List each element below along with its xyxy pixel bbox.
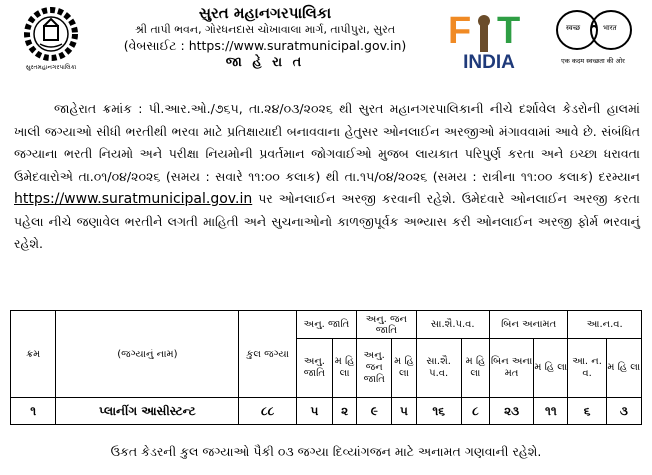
body-text-part1: જાહેરાત ક્રમાંક : પી.આર.ઓ./૭૬૫, તા.૨૪/૦૩/૨૦૨૬ થી સુરત મહાનગરપાલિકાની નીચે દર્શાવેલ કેડરોની હાલમાં ખાલી જગ્યાઓ સીધી ભરતીથી ભરવા માટે પ્રતિક્ષાયાદી બનાવવાના હેતુસર ઓનલાઈન અરજીઓ મંગાવવામાં આવે છે. સંબંધિત જગ્યાના ભરતી નિયમો અને પરીક્ષા નિયમોની પ્રવર્તમાન જોગવાઈઓ મુજબ લાયકાત પરિપુર્ણ કરતા અને ઇચ્છા ધરાવતા ઉમેદવારોએ તા.૦૧/૦૪/૨૦૨૬ (સમય : સવારે ૧૧:૦૦ કલાક) થી તા.૧૫/૦૪/૨૦૨૬ (સમય : રાત્રીના ૧૧:૦૦ કલાક) દરમ્યાન bbox=[14, 101, 640, 184]
cell-sc-women: ૨ bbox=[333, 398, 357, 425]
subheader-unreserved: બિન અના મત bbox=[489, 339, 533, 398]
fit-india-logo bbox=[448, 10, 530, 72]
fit-letter-f: F bbox=[448, 10, 472, 52]
subheader-st-women: મ હિ લા bbox=[392, 339, 416, 398]
website-link[interactable]: https://www.suratmunicipal.gov.in bbox=[14, 191, 253, 207]
cell-total: ૮૮ bbox=[239, 398, 296, 425]
fit-letter-t: T bbox=[497, 10, 521, 52]
header-text-block bbox=[95, 4, 435, 72]
cell-ews-women: ૩ bbox=[606, 398, 641, 425]
swachh-bharat-logo bbox=[553, 6, 633, 76]
smc-logo-caption: સુરતમહાનગરપાલિકા bbox=[25, 64, 77, 71]
subheader-sc: અનુ. જાતિ bbox=[296, 339, 332, 398]
smc-logo bbox=[20, 6, 82, 76]
cell-sebc-women: ૮ bbox=[461, 398, 489, 425]
cell-ews: ૬ bbox=[568, 398, 606, 425]
subheader-sc-women: મ હિ લા bbox=[333, 339, 357, 398]
org-address: શ્રી તાપી ભવન, ગોરધનદાસ ચોખાવાલા માર્ગ, તાપીપુરા, સુરત bbox=[134, 23, 396, 36]
cell-sc: ૫ bbox=[296, 398, 332, 425]
notice-title: જા હે રા ત bbox=[225, 55, 305, 70]
vacancy-table bbox=[10, 310, 642, 425]
header-group-sc: અનુ. જાતિ bbox=[296, 311, 356, 339]
header-group-st: અનુ. જન જાતિ bbox=[357, 311, 416, 339]
header-group-sebc: સા.શૈ.પ.વ. bbox=[416, 311, 489, 339]
header-serial: ક્રમ bbox=[11, 311, 56, 398]
table-header-row-1 bbox=[11, 311, 642, 339]
swachh-word: स्वच्छ bbox=[566, 24, 581, 32]
cell-st: ૯ bbox=[357, 398, 392, 425]
disability-reservation-note: ઉકત કેડરની કુલ જગ્યાઓ પૈકી ૦૩ જગ્યા દિવ્યાંગજન માટે અનામત ગણવાની રહેશે. bbox=[110, 444, 542, 459]
org-title: સુરત મહાનગરપાલિકા bbox=[198, 4, 332, 22]
cell-sebc: ૧૬ bbox=[416, 398, 461, 425]
subheader-sebc: સા.શૈ. પ.વ. bbox=[416, 339, 461, 398]
cell-unreserved-women: ૧૧ bbox=[534, 398, 568, 425]
ashoka-emblem-icon bbox=[473, 14, 495, 54]
notice-body bbox=[14, 98, 640, 256]
fit-india-word: INDIA bbox=[463, 52, 515, 73]
bharat-word: भारत bbox=[603, 24, 617, 32]
header-group-ews: આ.ન.વ. bbox=[568, 311, 642, 339]
cell-unreserved: ૨૩ bbox=[489, 398, 533, 425]
cell-st-women: ૫ bbox=[392, 398, 416, 425]
notice-header bbox=[0, 0, 652, 90]
org-website: (વેબસાઈટ : https://www.suratmunicipal.gov.in) bbox=[123, 38, 407, 53]
swachh-tagline: एक कदम स्वच्छता की ओर bbox=[561, 57, 625, 65]
subheader-sebc-women: મ હિ લા bbox=[461, 339, 489, 398]
subheader-ews-women: મ હિ લા bbox=[606, 339, 641, 398]
body-text-part2: પર ઓનલાઈન અરજી કરવાની રહેશે. ઉમેદવારે ઓનલાઈન અરજી કરતા પહેલા નીચે જણાવેલ ભરતીને લગતી માહિતી અને સુચનાઓનો કાળજીપૂર્વક અભ્યાસ કરી ઓનલાઈન અરજી ફોર્મ ભરવાનું રહેશે. bbox=[14, 191, 640, 251]
header-post-name: (જગ્યાનું નામ) bbox=[56, 311, 239, 398]
cell-serial: ૧ bbox=[11, 398, 56, 425]
subheader-unreserved-women: મ હિ લા bbox=[534, 339, 568, 398]
header-group-unreserved: બિન અનામત bbox=[489, 311, 567, 339]
subheader-st: અનુ. જન જાતિ bbox=[357, 339, 392, 398]
header-total-posts: કુલ જગ્યા bbox=[239, 311, 296, 398]
table-row bbox=[11, 398, 642, 425]
cell-post-name: પ્લાનીંગ આસીસ્ટન્ટ bbox=[56, 398, 239, 425]
subheader-ews: આ. ન. વ. bbox=[568, 339, 606, 398]
gandhi-glasses-icon bbox=[553, 6, 633, 52]
